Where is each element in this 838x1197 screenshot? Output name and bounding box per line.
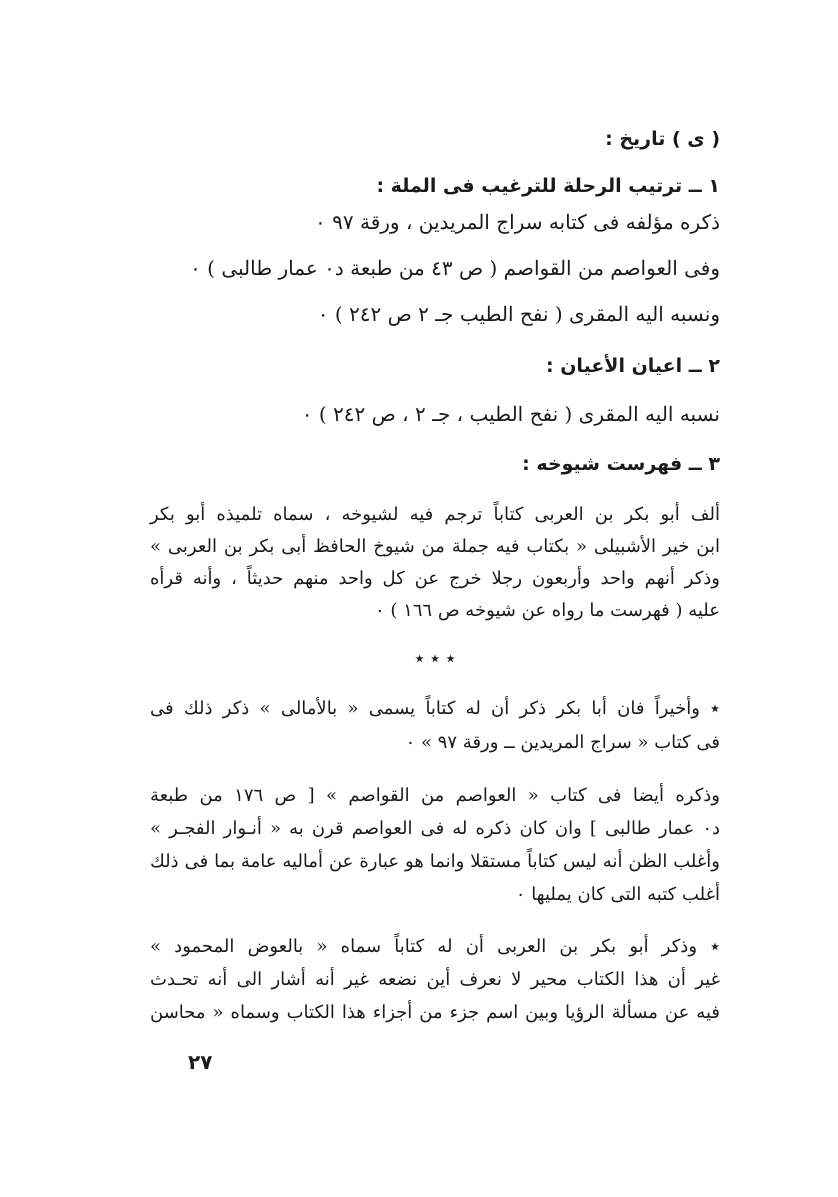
para2-line-1: وذكره أيضا فى كتاب « العواصم من القواصم » [ ص ١٧٦ من طبعة — [150, 785, 720, 806]
para1-line-1: ٭ وأخيراً فان أبا بكر ذكر أن له كتاباً يسمى « بالأمالى » ذكر ذلك فى — [150, 698, 720, 719]
item1-line-2: وفى العواصم من القواصم ( ص ٤٣ من طبعة د٠ عمار طالبى ) ٠ — [190, 256, 720, 280]
para3-line-3: فيه عن مسألة الرؤيا وبين اسم جزء من أجزاء هذا الكتاب وسماه « محاسن — [150, 1002, 720, 1023]
item1-line-1: ذكره مؤلفه فى كتابه سراج المريدين ، ورقة ٩٧ ٠ — [315, 210, 720, 234]
item1-line-3: ونسبه اليه المقرى ( نفح الطيب جـ ٢ ص ٢٤٢ ) ٠ — [317, 302, 720, 326]
item2-line-1: نسبه اليه المقرى ( نفح الطيب ، جـ ٢ ، ص ٢٤٢ ) ٠ — [301, 402, 720, 426]
section-title: ( ى ) تاريخ : — [605, 128, 720, 150]
item1-title: ١ ــ ترتيب الرحلة للترغيب فى الملة : — [376, 175, 720, 197]
item3-line-4: عليه ( فهرست ما رواه عن شيوخه ص ١٦٦ ) ٠ — [374, 600, 720, 621]
item3-line-3: وذكر أنهم واحد وأربعون رجلا خرج عن كل واحد منهم حديثاً ، وأنه قرأه — [150, 568, 720, 589]
para3-line-1: ٭ وذكر أبو بكر بن العربى أن له كتاباً سماه « بالعوض المحمود » — [150, 936, 720, 957]
item2-title: ٢ ــ اعيان الأعيان : — [546, 355, 720, 377]
para3-line-2: غير أن هذا الكتاب محير لا نعرف أين نضعه غير أنه أشار الى أنه تحـدث — [150, 969, 720, 990]
para2-line-2: د٠ عمار طالبى ] وان كان ذكره له فى العواصم قرن به « أنـوار الفجـر » — [150, 818, 720, 839]
item3-line-1: ألف أبو بكر بن العربى كتاباً ترجم فيه لشيوخه ، سماه تلميذه أبو بكر — [150, 504, 720, 525]
item3-line-2: ابن خير الأشبيلى « بكتاب فيه جملة من شيوخ الحافظ أبى بكر بن العربى » — [150, 536, 720, 557]
para2-line-4: أغلب كتبه التى كان يمليها ٠ — [515, 884, 720, 905]
page-number: ٢٧ — [188, 1050, 213, 1074]
para1-line-2: فى كتاب « سراج المريدين ــ ورقة ٩٧ » ٠ — [405, 732, 720, 753]
item3-title: ٣ ــ فهرست شيوخه : — [522, 453, 720, 475]
para2-line-3: وأغلب الظن أنه ليس كتاباً مستقلا وانما هو عبارة عن أماليه عامة بما فى ذلك — [150, 851, 720, 872]
section-divider: ٭ ٭ ٭ — [414, 648, 456, 669]
